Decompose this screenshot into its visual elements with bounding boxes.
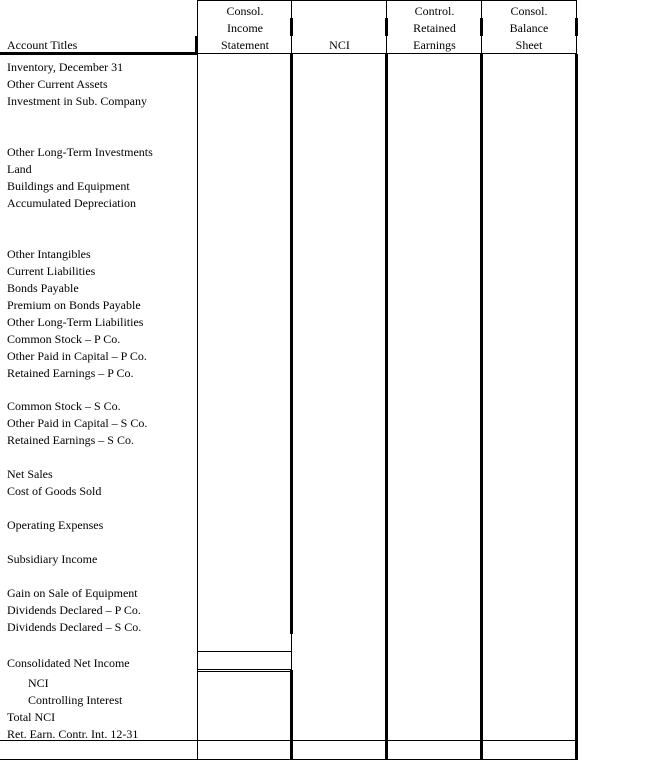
account-row: Subsidiary Income [7,552,98,566]
account-row: Investment in Sub. Company [7,94,147,108]
account-row: Other Paid in Capital – P Co. [7,349,147,363]
account-row: Dividends Declared – S Co. [7,620,142,634]
col-divider-2-upper [290,54,293,634]
account-row: Land [7,162,32,176]
account-row: Dividends Declared – P Co. [7,603,141,617]
header-account-titles: Account Titles [7,38,78,52]
account-row: Other Long-Term Investments [7,145,153,159]
account-row: Controlling Interest [28,693,123,707]
account-row: Operating Expenses [7,518,104,532]
account-row: Current Liabilities [7,264,96,278]
account-row: NCI [28,676,49,690]
account-row: Common Stock – P Co. [7,332,121,346]
col-divider-2-header-mark [290,18,293,36]
account-row: Accumulated Depreciation [7,196,136,210]
account-row: Net Sales [7,467,53,481]
col-divider-3-header-mark [385,18,388,36]
col-divider-4-header-mark [480,18,483,36]
account-row: Total NCI [7,710,56,724]
col-divider-1 [197,0,198,760]
bottom-border [0,759,577,760]
col-divider-1-header-mark [195,36,198,54]
account-row: Common Stock – S Co. [7,399,121,413]
account-row: Cost of Goods Sold [7,484,102,498]
col-divider-2-thin-mid [291,634,292,670]
account-row: Bonds Payable [7,281,79,295]
account-row: Other Long-Term Liabilities [7,315,144,329]
account-row: Other Current Assets [7,77,108,91]
cni-box-top [197,651,292,652]
account-row: Retained Earnings – P Co. [7,366,134,380]
header-nci: NCI [329,38,350,52]
col-divider-2-lower [290,670,293,760]
account-row: Premium on Bonds Payable [7,298,141,312]
header-consol-balance-sheet: Consol. Balance Sheet [509,4,549,52]
col-divider-4 [480,54,483,760]
account-row: Consolidated Net Income [7,656,130,670]
account-row: Gain on Sale of Equipment [7,586,138,600]
col-divider-5 [575,54,578,760]
header-consol-income-statement: Consol. Income Statement [221,4,269,52]
top-border [197,0,577,1]
header-underline-thick [0,52,197,55]
account-row: Other Intangibles [7,247,91,261]
col-divider-3 [385,54,388,760]
account-row: Ret. Earn. Contr. Int. 12-31 [7,727,139,741]
account-row: Inventory, December 31 [7,60,124,74]
col-divider-5-header-mark [575,18,578,36]
account-row: Retained Earnings – S Co. [7,433,134,447]
header-control-retained-earnings: Control. Retained Earnings [413,4,456,52]
cni-box-bottom-2 [197,671,292,672]
account-row: Other Paid in Capital – S Co. [7,416,148,430]
cni-box-bottom [197,669,292,670]
account-row: Buildings and Equipment [7,179,130,193]
